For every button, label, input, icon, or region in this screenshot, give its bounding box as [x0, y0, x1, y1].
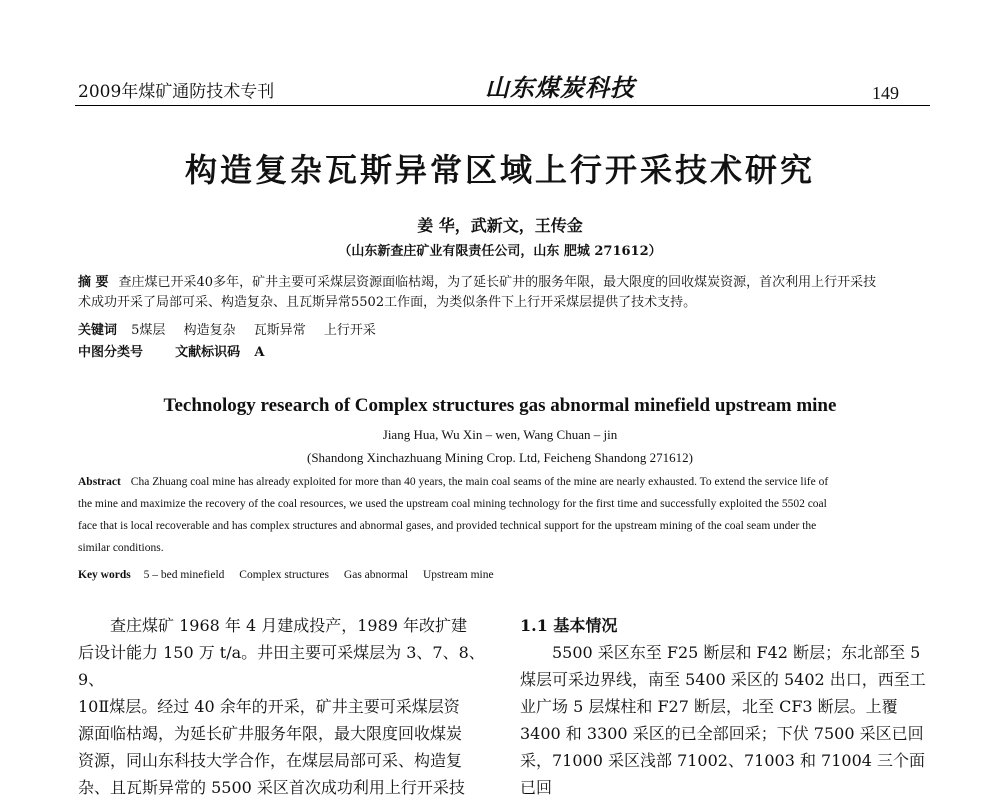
- paper-title-cn: 构造复杂瓦斯异常区域上行开采技术研究: [184, 151, 815, 189]
- body-line: 10Ⅱ煤层。经过 40 余年的开采，矿井主要可采煤层资: [78, 697, 460, 716]
- affiliation-cn: （山东新查庄矿业有限责任公司，山东 肥城 271612）: [338, 244, 662, 259]
- keyword-en: Upstream mine: [422, 569, 494, 581]
- document-code-label: 文献标识码: [175, 345, 241, 360]
- keyword-cn: 上行开采: [323, 323, 376, 338]
- body-column-right: [520, 612, 935, 801]
- body-line: 后设计能力 150 万 t/a。井田主要可采煤层为 3、7、8、9、: [78, 643, 485, 689]
- body-line: 采，71000 采区浅部 71002、71003 和 71004 三个面已回: [520, 751, 926, 797]
- page-number: 149: [872, 83, 899, 103]
- affiliation-en: (Shandong Xinchazhuang Mining Crop. Ltd, Feicheng Shandong 271612): [307, 450, 693, 465]
- keywords-cn-label: 关键词: [78, 323, 118, 338]
- keyword-en: Complex structures: [239, 569, 330, 581]
- abstract-en: [78, 471, 934, 559]
- keywords-en: [78, 569, 506, 581]
- abstract-cn-line: 查庄煤已开采40多年，矿井主要可采煤层资源面临枯竭，为了延长矿井的服务年限，最大限度的回收煤炭资源，首次利用上行开采技: [118, 275, 877, 290]
- body-line: 源面临枯竭，为延长矿井服务年限，最大限度回收煤炭: [78, 724, 463, 743]
- abstract-cn-label: 摘 要: [78, 275, 109, 290]
- abstract-en-label: Abstract: [78, 476, 121, 488]
- keywords-en-label: Key words: [78, 569, 131, 581]
- keyword-en: Gas abnormal: [343, 569, 409, 581]
- body-line: 3400 和 3300 采区的已全部回采；下伏 7500 采区已回: [520, 724, 924, 743]
- keyword-en: 5 – bed minefield: [143, 569, 225, 581]
- document-code: A: [254, 345, 265, 360]
- body-line: 杂、且瓦斯异常的 5500 采区首次成功利用上行开采技: [78, 778, 465, 797]
- classification-line: [78, 343, 934, 363]
- header-rule: [75, 105, 930, 106]
- authors-en: Jiang Hua, Wu Xin – wen, Wang Chuan – jin: [382, 427, 618, 442]
- abstract-cn-line: 术成功开采了局部可采、构造复杂、且瓦斯异常5502工作面，为类似条件下上行开采煤层提供了技术支持。: [78, 295, 697, 310]
- abstract-en-line: Cha Zhuang coal mine has already exploited for more than 40 years, the main coal seams of the mine are nearly exhausted. To extend the service life of: [130, 476, 829, 488]
- section-heading: 1.1 基本情况: [520, 616, 618, 635]
- keyword-cn: 构造复杂: [183, 323, 236, 338]
- body-line: 5500 采区东至 F25 断层和 F42 断层；东北部至 5: [552, 643, 921, 662]
- body-line: 业广场 5 层煤柱和 F27 断层，北至 CF3 断层。上覆: [520, 697, 898, 716]
- abstract-cn: [78, 273, 934, 313]
- body-column-left: [78, 612, 498, 801]
- body-line: 资源，同山东科技大学合作，在煤层局部可采、构造复: [78, 751, 463, 770]
- journal-logo: 山东煤炭科技: [485, 73, 635, 102]
- body-line: 煤层可采边界线，南至 5400 采区的 5402 出口，西至工: [520, 670, 926, 689]
- paper-title-en: Technology research of Complex structures gas abnormal minefield upstream mine: [163, 395, 837, 416]
- journal-name: 2009年煤矿通防技术专刊: [78, 82, 275, 102]
- body-line: 查庄煤矿 1968 年 4 月建成投产，1989 年改扩建: [110, 616, 468, 635]
- keyword-cn: 5煤层: [131, 323, 166, 338]
- abstract-en-line: similar conditions.: [78, 542, 164, 554]
- abstract-en-line: face that is local recoverable and has complex structures and abnormal gases, and provided technical support for the upstream mining of the coal seam under the: [78, 520, 817, 532]
- keyword-cn: 瓦斯异常: [253, 323, 306, 338]
- abstract-en-line: the mine and maximize the recovery of the coal resources, we used the upstream coal mining technology for the first time and successfully exploited the 5502 coal: [78, 498, 827, 510]
- keywords-cn: [78, 321, 934, 341]
- authors-cn: 姜 华，武新文，王传金: [417, 216, 583, 235]
- classification-label: 中图分类号: [78, 345, 144, 360]
